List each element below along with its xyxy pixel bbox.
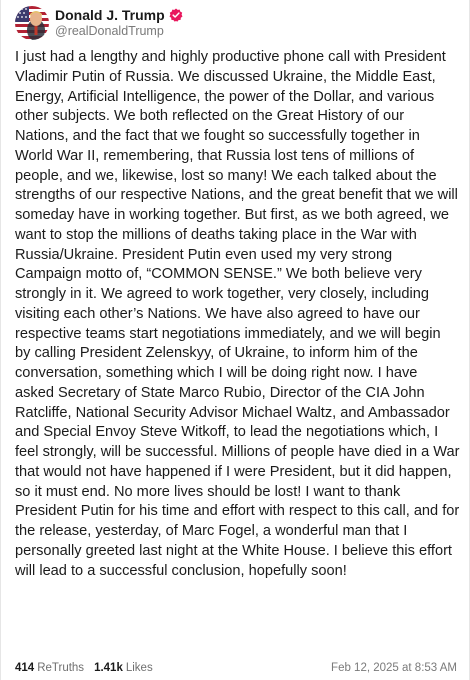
retruths-count: 414 <box>15 662 35 674</box>
post-text: I just had a lengthy and highly productive phone call with President Vladimir Putin of Russia. We discussed Ukraine, the Middle East, Energy, Artificial Intelligence, the power of the Dollar, and various other subjects. We both reflected on the Great History of our Nations, and the fact that we fought so successfully together in World War II, remembering, that Russia lost tens of millions of people, and we, likewise, lost so many! We each talked about the strengths of our respective Nations, and the great benefit that we will someday have in working together. But first, as we both agreed, we want to stop the millions of deaths taking place in the War with Russia/Ukraine. President Putin even used my very strong Campaign motto of, “COMMON SENSE.” We both believe very strongly in it. We agreed to work together, very closely, including visiting each other’s Nations. We have also agreed to have our respective teams start negotiations immediately, and we will begin by calling President Zelenskyy, of Ukraine, to inform him of the conversation, something which I will be doing right now. I have asked Secretary of State Marco Rubio, Director of the CIA John Ratcliffe, National Security Advisor Michael Waltz, and Ambassador and Special Envoy Steve Witkoff, to lead the negotiations which, I feel strongly, will be successful. Millions of people have died in a War that would not have happened if I were President, but it did happen, so it must end. No more lives should be lost! I want to thank President Putin for his time and effort with respect to this call, and for the release, yesterday, of Marc Fogel, a wonderful man that I personally greeted last night at the White House. I believe this effort will lead to a successful conclusion, hopefully soon! <box>15 49 460 579</box>
post-header <box>15 5 183 41</box>
avatar[interactable] <box>15 6 49 40</box>
author-handle[interactable]: @realDonaldTrump <box>55 24 164 39</box>
author-names <box>55 7 183 38</box>
retruths-label: ReTruths <box>37 662 85 674</box>
display-name[interactable]: Donald J. Trump <box>55 7 165 24</box>
likes-label: Likes <box>125 662 153 674</box>
profile-photo-flag <box>15 6 49 40</box>
likes-count: 1.41k <box>94 662 123 674</box>
likes-stat[interactable] <box>94 662 153 674</box>
name-row <box>55 7 183 23</box>
post-timestamp[interactable]: Feb 12, 2025 at 8:53 AM <box>331 662 457 674</box>
retruths-stat[interactable] <box>15 662 84 674</box>
post-footer <box>15 660 457 676</box>
verified-badge-icon <box>169 8 183 22</box>
